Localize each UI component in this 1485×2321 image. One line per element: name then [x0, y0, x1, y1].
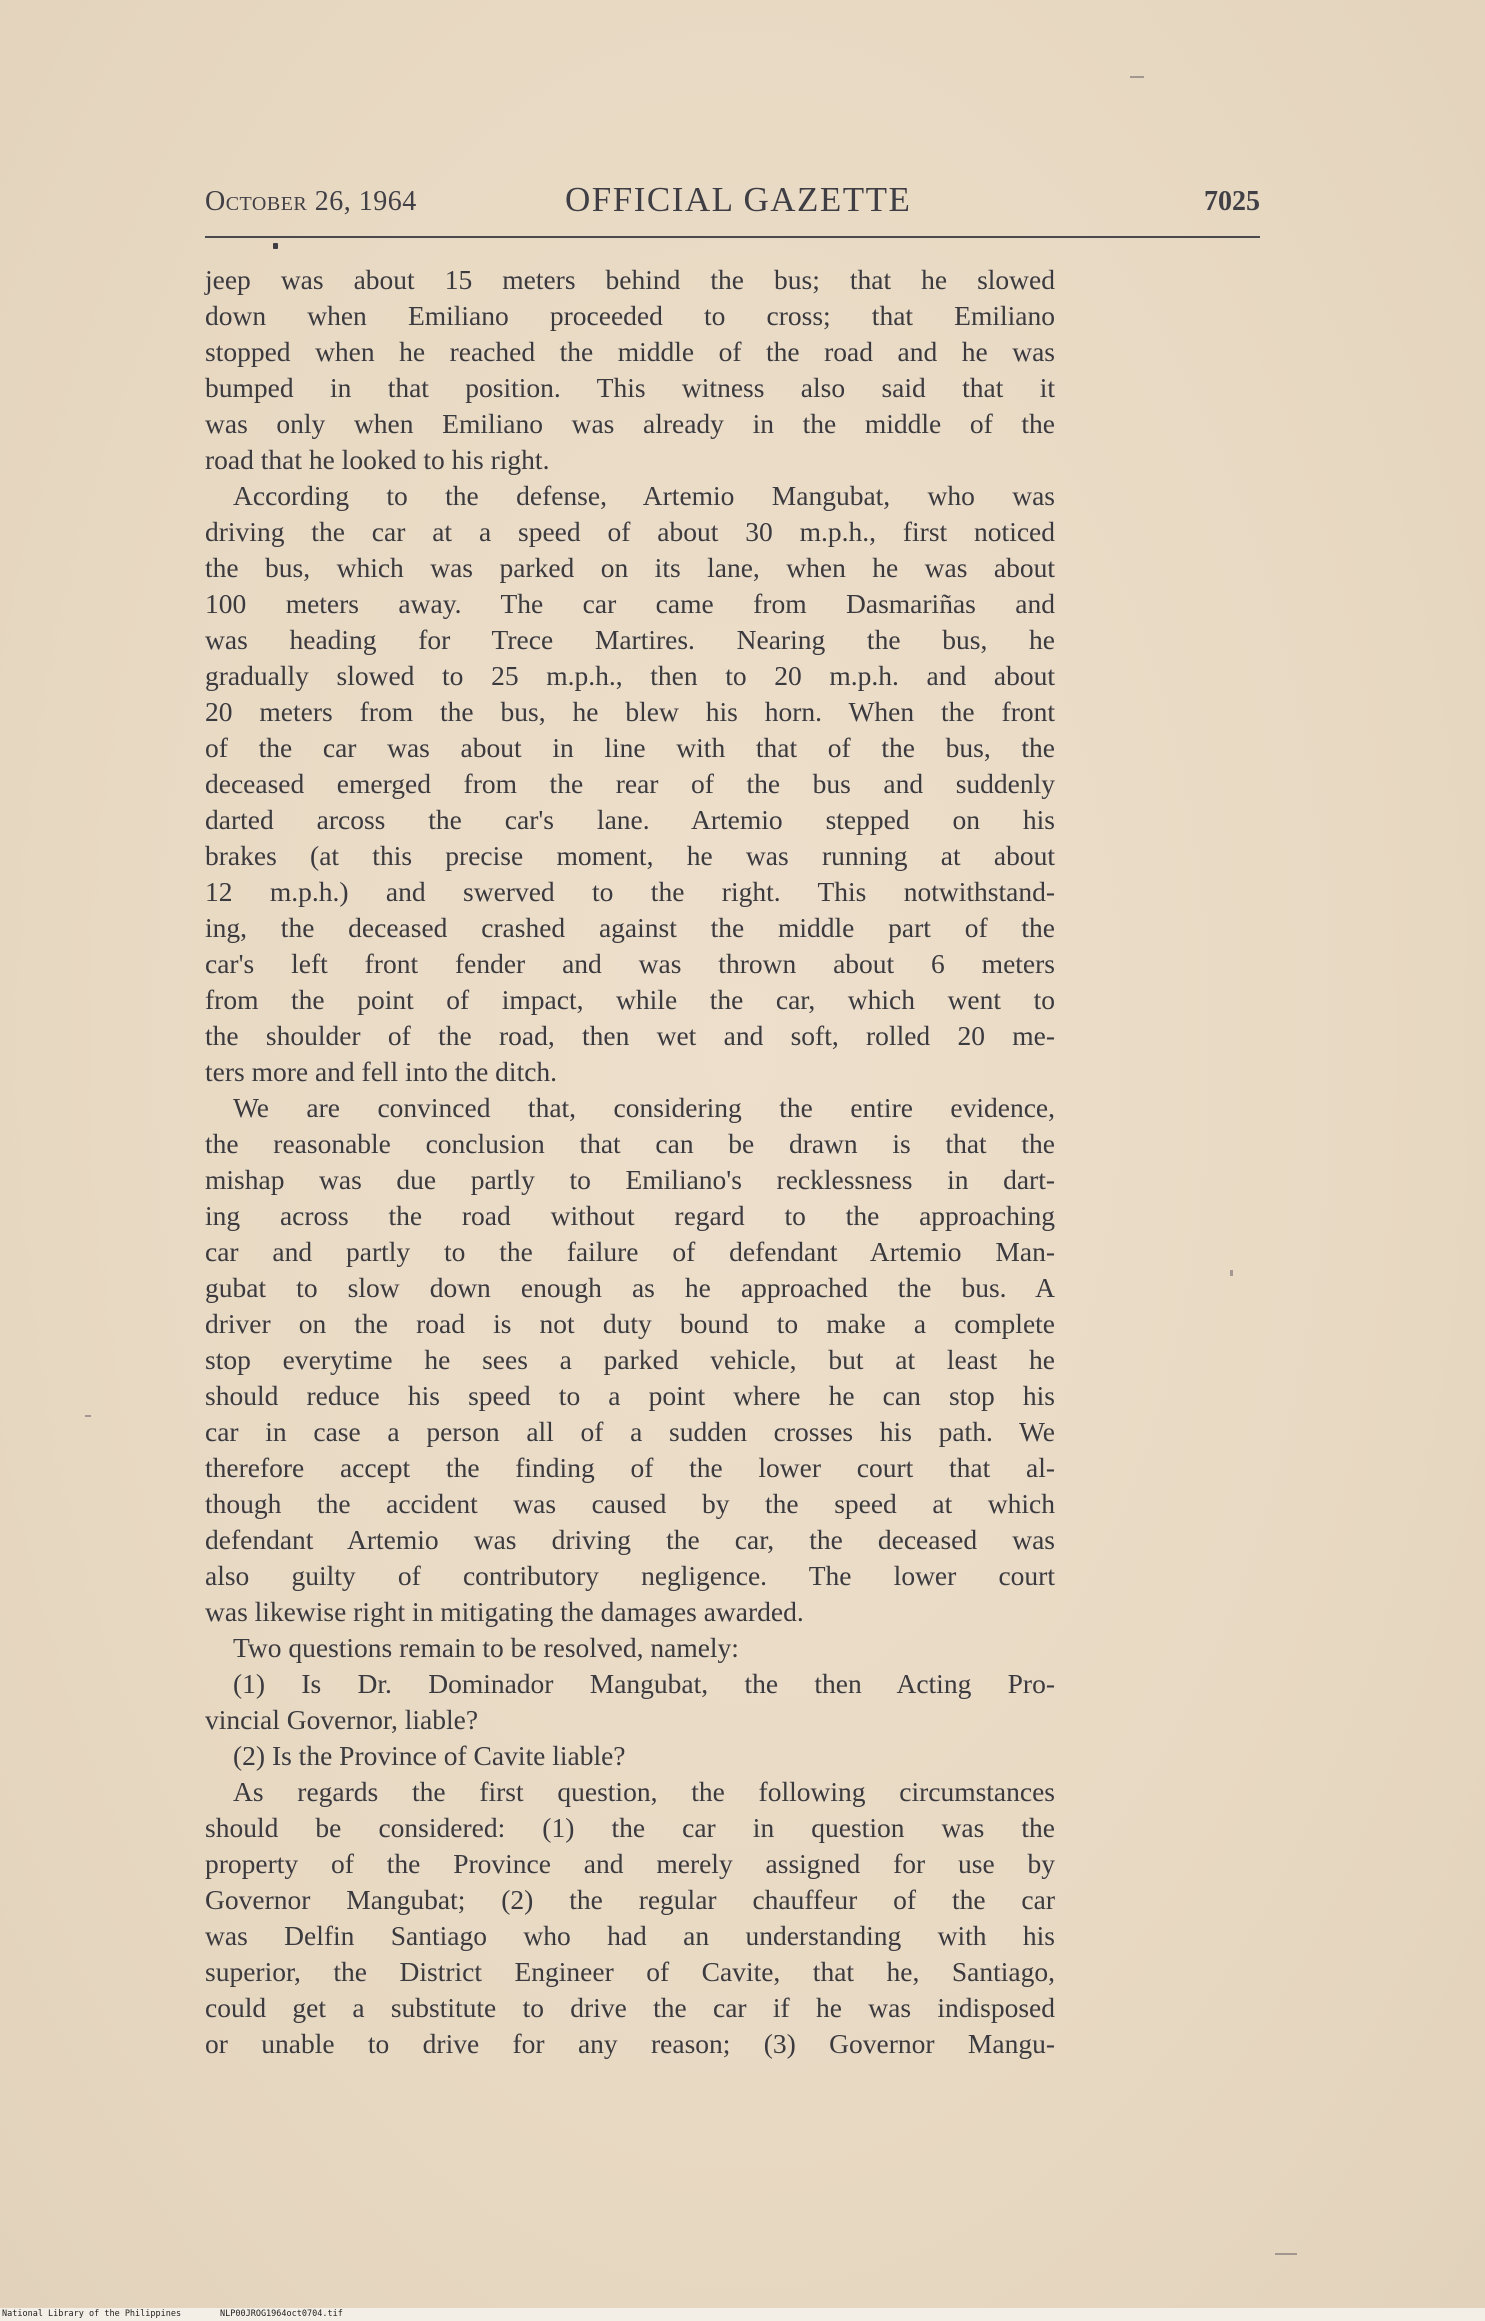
- text-line: bumped in that position. This witness also said that it: [205, 372, 1055, 403]
- text-line: road that he looked to his right.: [205, 444, 550, 475]
- text-line: (1) Is Dr. Dominador Mangubat, the then Acting Pro-: [233, 1668, 1055, 1699]
- text-line: ing across the road without regard to the approaching: [205, 1200, 1055, 1231]
- paper-speck: [1275, 2253, 1297, 2255]
- text-line: vincial Governor, liable?: [205, 1704, 479, 1735]
- text-line: defendant Artemio was driving the car, the deceased was: [205, 1524, 1055, 1555]
- text-line: car and partly to the failure of defendant Artemio Man-: [205, 1236, 1055, 1267]
- page-number: 7025: [1204, 186, 1260, 217]
- text-line: car's left front fender and was thrown about 6 meters: [205, 948, 1055, 979]
- text-line: 100 meters away. The car came from Dasmariñas and: [205, 588, 1055, 619]
- text-line: was heading for Trece Martires. Nearing the bus, he: [205, 624, 1055, 655]
- scan-footer: [0, 2308, 1485, 2321]
- footer-file: NLP00JROG1964oct0704.tif: [220, 2309, 343, 2319]
- text-line: As regards the first question, the following circumstances: [233, 1776, 1055, 1807]
- text-line: darted arcoss the car's lane. Artemio stepped on his: [205, 804, 1055, 835]
- text-line: property of the Province and merely assigned for use by: [205, 1848, 1055, 1879]
- header-rule: [205, 236, 1260, 238]
- text-line: should be considered: (1) the car in question was the: [205, 1812, 1055, 1843]
- text-line: was likewise right in mitigating the damages awarded.: [205, 1596, 804, 1627]
- text-line: gubat to slow down enough as he approached the bus. A: [205, 1272, 1055, 1303]
- text-line: We are convinced that, considering the entire evidence,: [233, 1092, 1055, 1123]
- text-line: stopped when he reached the middle of the road and he was: [205, 336, 1055, 367]
- text-line: jeep was about 15 meters behind the bus; that he slowed: [205, 264, 1055, 295]
- text-line: though the accident was caused by the speed at which: [205, 1488, 1055, 1519]
- text-line: driver on the road is not duty bound to make a complete: [205, 1308, 1055, 1339]
- text-line: of the car was about in line with that of the bus, the: [205, 732, 1055, 763]
- text-line: should reduce his speed to a point where he can stop his: [205, 1380, 1055, 1411]
- text-line: (2) Is the Province of Cavite liable?: [233, 1740, 626, 1771]
- header-title: OFFICIAL GAZETTE: [565, 180, 912, 219]
- text-line: was only when Emiliano was already in the middle of the: [205, 408, 1055, 439]
- text-line: deceased emerged from the rear of the bus and suddenly: [205, 768, 1055, 799]
- footer-library: National Library of the Philippines: [2, 2309, 182, 2319]
- paper-speck: [85, 1415, 91, 1417]
- text-line: the bus, which was parked on its lane, when he was about: [205, 552, 1055, 583]
- text-line: ters more and fell into the ditch.: [205, 1056, 558, 1087]
- text-line: the shoulder of the road, then wet and soft, rolled 20 me-: [205, 1020, 1055, 1051]
- text-line: 20 meters from the bus, he blew his horn. When the front: [205, 696, 1055, 727]
- text-line: therefore accept the finding of the lower court that al-: [205, 1452, 1055, 1483]
- text-line: gradually slowed to 25 m.p.h., then to 20 m.p.h. and about: [205, 660, 1055, 691]
- text-line: car in case a person all of a sudden crosses his path. We: [205, 1416, 1055, 1447]
- text-line: stop everytime he sees a parked vehicle, but at least he: [205, 1344, 1055, 1375]
- text-line: mishap was due partly to Emiliano's recklessness in dart-: [205, 1164, 1055, 1195]
- text-line: could get a substitute to drive the car if he was indisposed: [205, 1992, 1055, 2023]
- text-line: brakes (at this precise moment, he was running at about: [205, 840, 1055, 871]
- text-line: was Delfin Santiago who had an understanding with his: [205, 1920, 1055, 1951]
- paper-speck: [1130, 76, 1144, 78]
- text-line: 12 m.p.h.) and swerved to the right. This notwithstand-: [205, 876, 1055, 907]
- text-line: driving the car at a speed of about 30 m.p.h., first noticed: [205, 516, 1055, 547]
- rule-mark: [273, 243, 278, 249]
- text-line: Governor Mangubat; (2) the regular chauffeur of the car: [205, 1884, 1055, 1915]
- page-header: [205, 180, 1260, 224]
- text-line: Two questions remain to be resolved, namely:: [233, 1632, 739, 1663]
- text-line: the reasonable conclusion that can be drawn is that the: [205, 1128, 1055, 1159]
- text-line: superior, the District Engineer of Cavite, that he, Santiago,: [205, 1956, 1055, 1987]
- text-line: also guilty of contributory negligence. The lower court: [205, 1560, 1055, 1591]
- text-line: According to the defense, Artemio Mangubat, who was: [233, 480, 1055, 511]
- header-date: October 26, 1964: [205, 186, 417, 217]
- text-line: from the point of impact, while the car, which went to: [205, 984, 1055, 1015]
- paper-speck: [1230, 1270, 1233, 1276]
- text-line: ing, the deceased crashed against the middle part of the: [205, 912, 1055, 943]
- text-line: or unable to drive for any reason; (3) Governor Mangu-: [205, 2028, 1055, 2059]
- body-text: [205, 262, 1055, 2062]
- text-line: down when Emiliano proceeded to cross; that Emiliano: [205, 300, 1055, 331]
